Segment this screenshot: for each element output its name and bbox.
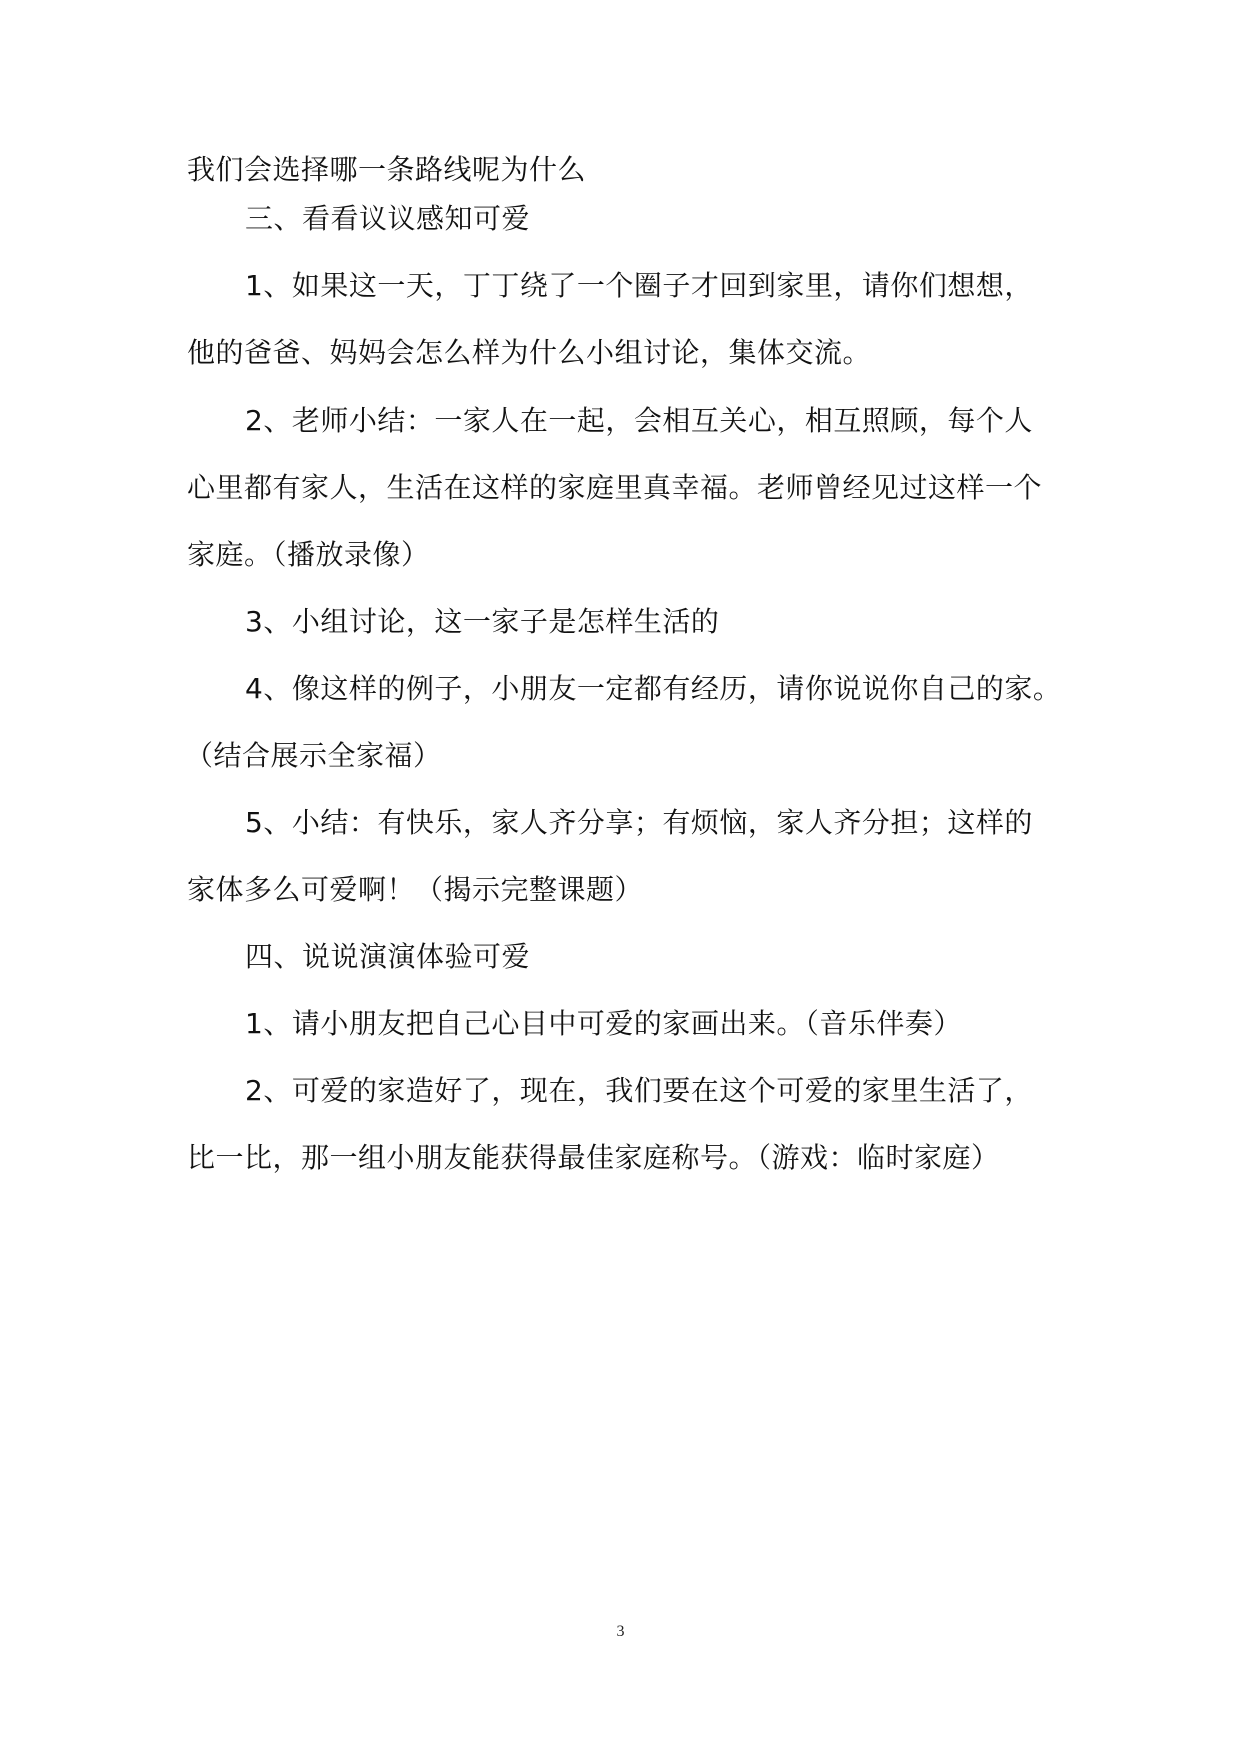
text-line-6: 心里都有家人，生活在这样的家庭里真幸福。老师曾经见过这样一个 bbox=[187, 471, 1043, 504]
section-heading-3: 三、看看议议感知可爱 bbox=[245, 202, 531, 235]
text-line-16: 比一比，那一组小朋友能获得最佳家庭称号。（游戏：临时家庭） bbox=[187, 1141, 1000, 1174]
text-line-10: （结合展示全家福） bbox=[185, 739, 442, 772]
text-line-14: 1、请小朋友把自己心目中可爱的家画出来。（音乐伴奏） bbox=[245, 1007, 962, 1040]
text-line-12: 家体多么可爱啊！（揭示完整课题） bbox=[187, 873, 644, 906]
text-line-4: 他的爸爸、妈妈会怎么样为什么小组讨论，集体交流。 bbox=[187, 336, 872, 369]
text-line-11: 5、小结：有快乐，家人齐分享；有烦恼，家人齐分担；这样的 bbox=[245, 806, 1033, 839]
text-line-3: 1、如果这一天，丁丁绕了一个圈子才回到家里，请你们想想， bbox=[245, 269, 1033, 302]
page-number: 3 bbox=[616, 1623, 625, 1640]
text-line-1: 我们会选择哪一条路线呢为什么 bbox=[187, 153, 587, 186]
text-line-7: 家庭。（播放录像） bbox=[187, 538, 430, 571]
text-line-9: 4、像这样的例子，小朋友一定都有经历，请你说说你自己的家。 bbox=[245, 672, 1062, 705]
text-line-8: 3、小组讨论，这一家子是怎样生活的 bbox=[245, 605, 720, 638]
section-heading-4: 四、说说演演体验可爱 bbox=[245, 940, 531, 973]
text-line-5: 2、老师小结：一家人在一起，会相互关心，相互照顾，每个人 bbox=[245, 404, 1033, 437]
text-line-15: 2、可爱的家造好了，现在，我们要在这个可爱的家里生活了， bbox=[245, 1074, 1033, 1107]
